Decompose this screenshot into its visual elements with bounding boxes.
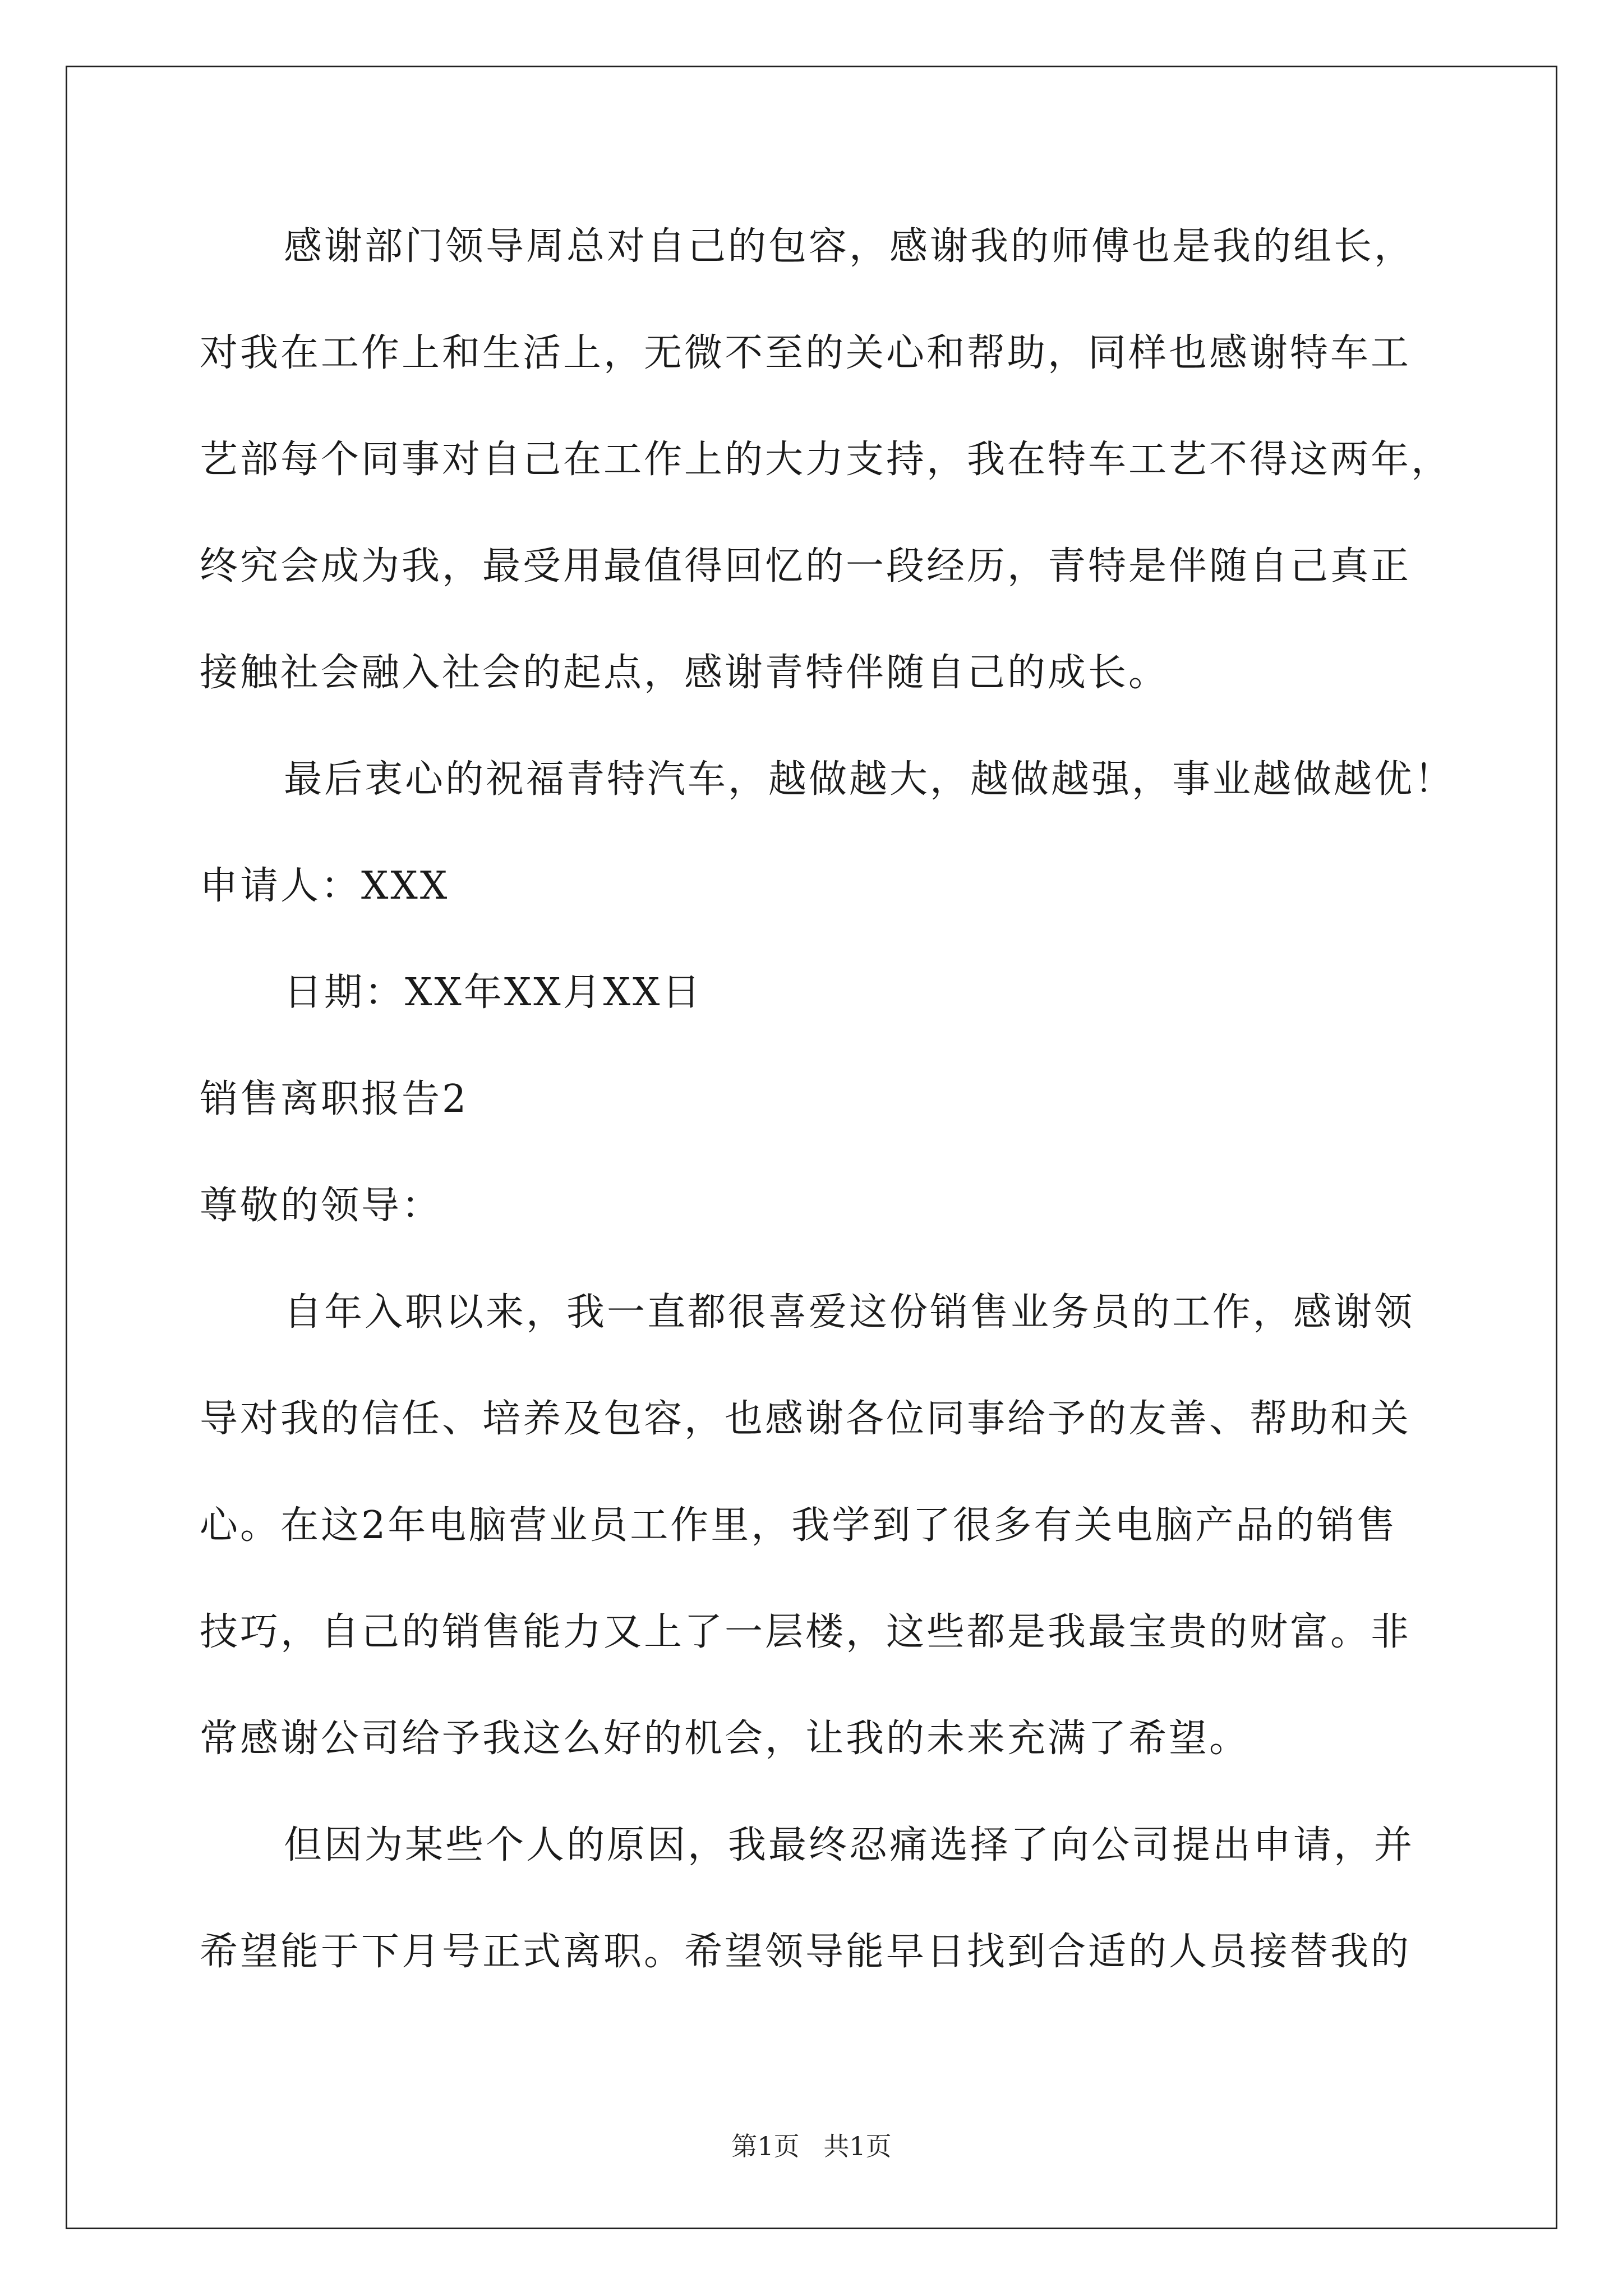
- document-body: [200, 194, 1456, 2005]
- paragraph-line: 终究会成为我，最受用最值得回忆的一段经历，青特是伴随自己真正: [200, 544, 1412, 588]
- paragraph-line: 接触社会融入社会的起点，感谢青特伴随自己的成长。: [200, 651, 1169, 695]
- paragraph-line: 心。在这2年电脑营业员工作里，我学到了很多有关电脑产品的销售: [200, 1503, 1398, 1548]
- page-footer: [0, 2126, 1623, 2163]
- salutation: 尊敬的领导：: [200, 1184, 442, 1228]
- date-line: 日期：XX年XX月XX日: [284, 970, 703, 1015]
- section-title: 销售离职报告2: [200, 1077, 469, 1121]
- paragraph-line: 常感谢公司给予我这么好的机会，让我的未来充满了希望。: [200, 1717, 1250, 1761]
- applicant-line: 申请人：XXX: [200, 864, 450, 908]
- paragraph-line: 但因为某些个人的原因，我最终忍痛选择了向公司提出申请，并: [284, 1823, 1415, 1867]
- page-total: 共1页: [823, 2131, 892, 2161]
- paragraph-line: 对我在工作上和生活上，无微不至的关心和帮助，同样也感谢特车工: [200, 331, 1412, 375]
- paragraph-line: 感谢部门领导周总对自己的包容，感谢我的师傅也是我的组长，: [284, 224, 1415, 269]
- paragraph-line: 自年入职以来，我一直都很喜爱这份销售业务员的工作，感谢领: [284, 1290, 1415, 1335]
- paragraph-line: 艺部每个同事对自己在工作上的大力支持，我在特车工艺不得这两年，: [200, 438, 1452, 482]
- paragraph-line: 最后衷心的祝福青特汽车，越做越大，越做越强，事业越做越优！: [284, 757, 1455, 802]
- paragraph-line: 希望能于下月号正式离职。希望领导能早日找到合适的人员接替我的: [200, 1930, 1412, 1974]
- paragraph-line: 技巧，自己的销售能力又上了一层楼，这些都是我最宝贵的财富。非: [200, 1610, 1412, 1654]
- paragraph-line: 导对我的信任、培养及包容，也感谢各位同事给予的友善、帮助和关: [200, 1397, 1412, 1441]
- page-number: 第1页: [731, 2131, 800, 2161]
